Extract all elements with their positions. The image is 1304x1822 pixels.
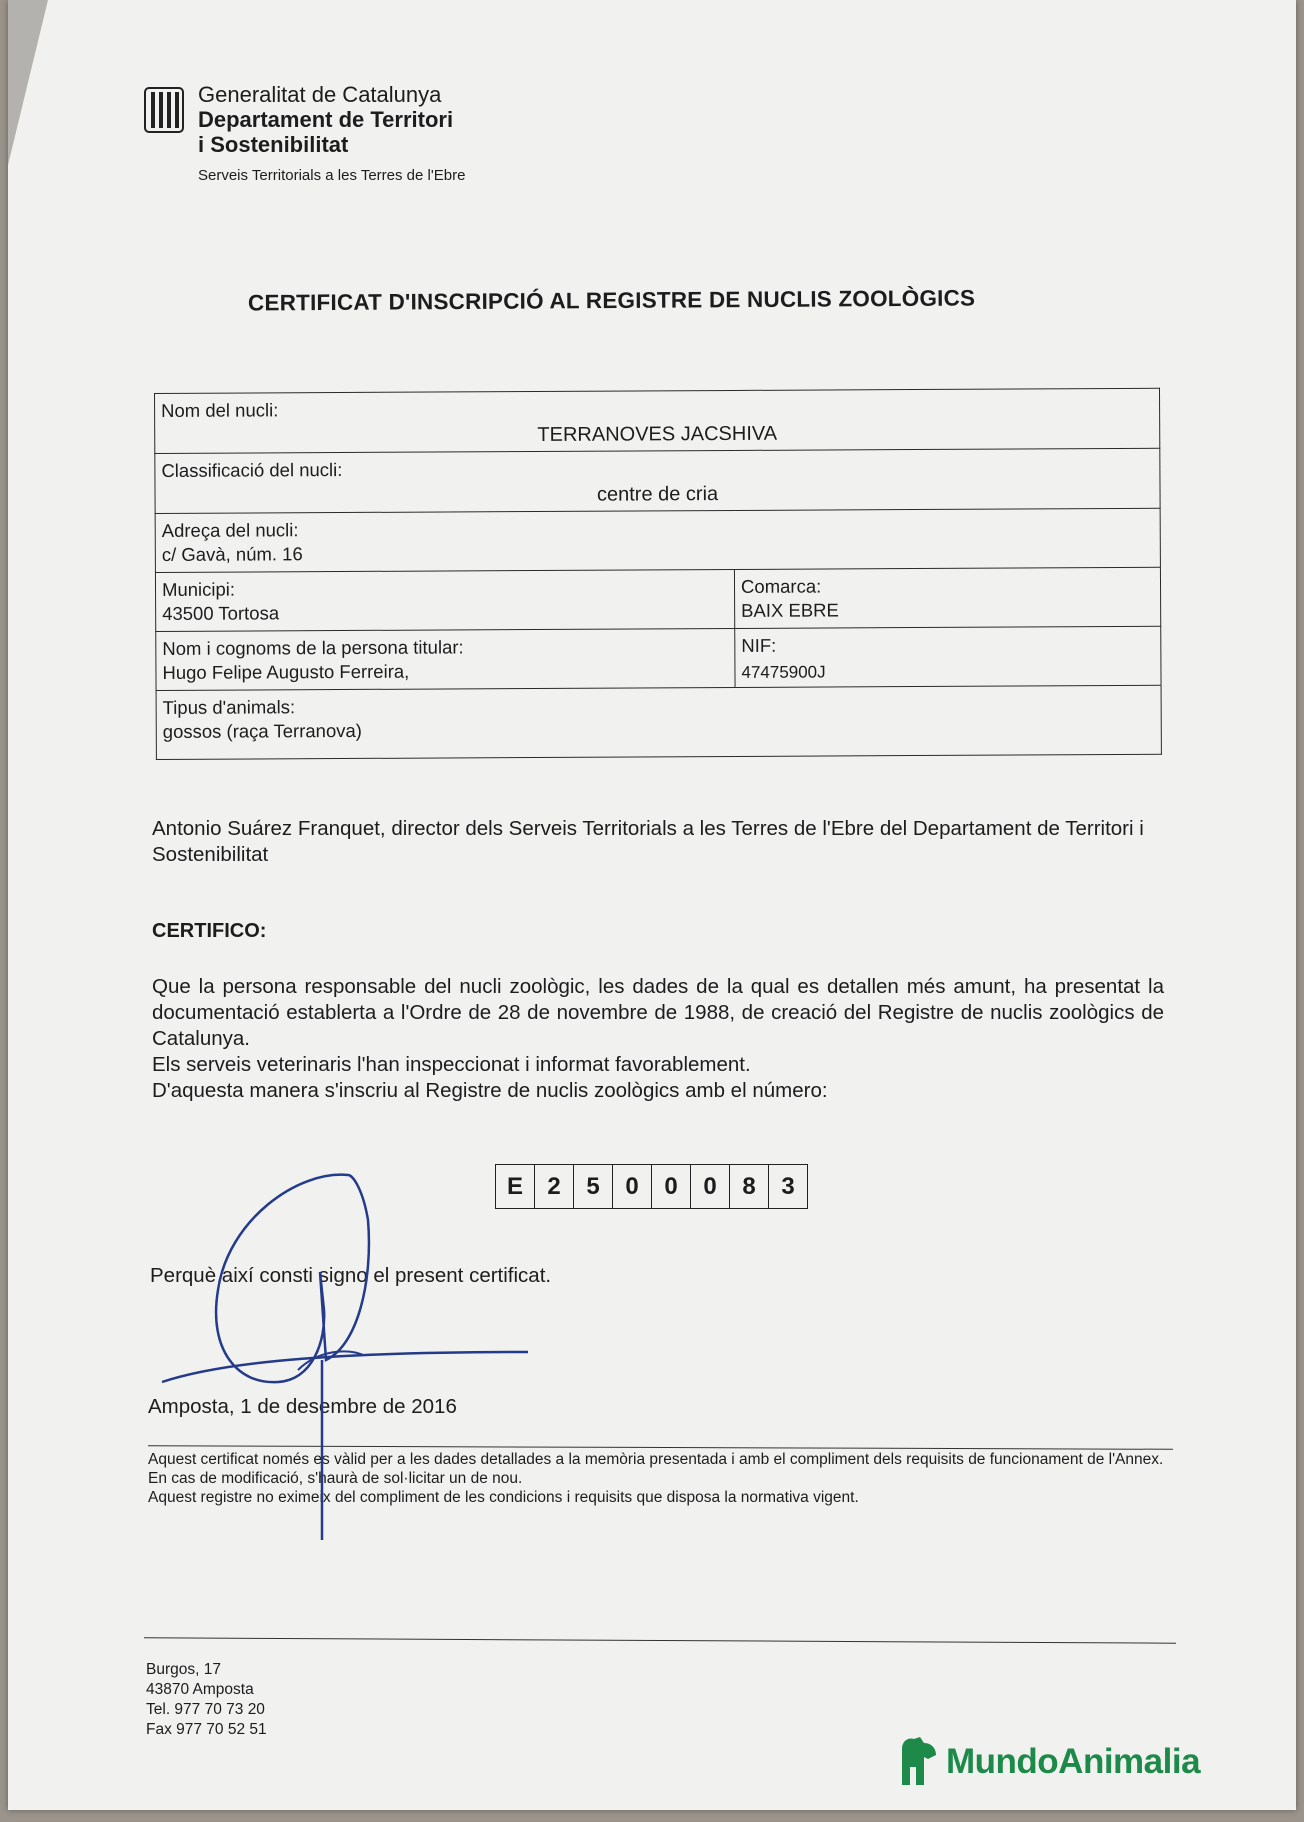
org-line-2: Departament de Territori — [198, 107, 454, 132]
organization-name — [198, 82, 598, 184]
footnote-1: Aquest certificat només es vàlid per a les dades detallades a la memòria presentada i amb el compliment dels requisits de funcionament de l'Annex. — [148, 1451, 1164, 1468]
address-line-4: Fax 977 70 52 51 — [146, 1721, 267, 1738]
registration-digit: E — [496, 1165, 535, 1208]
registration-digit: 3 — [781, 1172, 795, 1200]
certificate-body — [152, 974, 1164, 1104]
watermark-logo — [896, 1735, 1200, 1789]
director-statement: Antonio Suárez Franquet, director dels Serveis Territorials a les Terres de l'Ebre del Departament de Territori i Sostenibilitat — [152, 817, 1144, 866]
address-value: c/ Gavà, núm. 16 — [161, 543, 303, 565]
footnote-3: Aquest registre no eximeix del compliment de les condicions i requisits que disposa la normativa vigent. — [148, 1489, 859, 1506]
comarca-label: Comarca: — [740, 575, 822, 597]
closing-statement: Perquè així consti signo el present certificat. — [150, 1264, 552, 1287]
animal-type-cell — [156, 685, 1161, 759]
registration-digit: 0 — [652, 1165, 691, 1208]
animal-type-value: gossos (raça Terranova) — [162, 719, 362, 742]
mundoanimalia-dog-icon — [896, 1735, 940, 1789]
municipi-value: 43500 Tortosa — [162, 602, 280, 624]
nom-label: Nom del nucli: — [161, 399, 279, 421]
place-and-date: Amposta, 1 de desembre de 2016 — [148, 1395, 457, 1418]
certificate-title: CERTIFICAT D'INSCRIPCIÓ AL REGISTRE DE NUCLIS ZOOLÒGICS — [247, 285, 976, 316]
registration-digit: 0 — [613, 1165, 652, 1208]
titular-label: Nom i cognoms de la persona titular: — [162, 636, 464, 659]
body-paragraph-3: D'aquesta manera s'inscriu al Registre de nuclis zoològics amb el número: — [152, 1079, 828, 1102]
generalitat-logo-icon — [144, 86, 184, 134]
body-paragraph-1: Que la persona responsable del nucli zoològic, les dades de la qual es detallen més amunt, ha presentat la documentació establerta a l'Ordre de 28 de novembre de 1988, de creació del Registre de nuclis zoològics de Catalunya. — [152, 975, 1164, 1050]
nif-cell — [735, 626, 1161, 687]
nom-cell — [155, 388, 1160, 453]
nucleus-info-table — [154, 388, 1162, 760]
titular-cell — [156, 628, 735, 690]
footnotes — [148, 1450, 1178, 1507]
org-line-3: i Sostenibilitat — [198, 132, 349, 157]
registration-digit: 5 — [574, 1165, 613, 1208]
address-line-1: Burgos, 17 — [146, 1661, 221, 1678]
address-line-2: 43870 Amposta — [146, 1681, 254, 1698]
footnote-2: En cas de modificació, s'haurà de sol·licitar un de nou. — [148, 1470, 523, 1487]
office-address — [146, 1660, 267, 1740]
address-line-3: Tel. 977 70 73 20 — [146, 1701, 265, 1718]
certifico-heading: CERTIFICO: — [152, 920, 267, 942]
registration-digit: 8 — [730, 1165, 769, 1208]
classification-value: centre de cria — [596, 483, 719, 506]
animal-type-label: Tipus d'animals: — [162, 696, 296, 718]
municipi-cell — [155, 569, 734, 631]
certificate-page — [8, 0, 1296, 1810]
comarca-value: BAIX EBRE — [741, 599, 839, 621]
org-line-1: Generalitat de Catalunya — [198, 82, 442, 107]
address-divider — [144, 1637, 1176, 1643]
titular-value: Hugo Felipe Augusto Ferreira, — [162, 660, 410, 683]
address-label: Adreça del nucli: — [161, 519, 299, 541]
comarca-cell — [734, 567, 1160, 628]
org-subtitle: Serveis Territorials a les Terres de l'Ebre — [198, 167, 466, 184]
address-cell — [155, 508, 1160, 572]
nom-value: TERRANOVES JACSHIVA — [537, 422, 778, 446]
registration-number-box — [495, 1164, 808, 1209]
registration-digit: 0 — [691, 1165, 730, 1208]
nif-value: 47475900J — [741, 662, 826, 682]
watermark-text: MundoAnimalia — [946, 1742, 1201, 1781]
folded-corner — [8, 0, 48, 165]
classification-cell — [155, 448, 1160, 513]
registration-digit: 2 — [535, 1165, 574, 1208]
nif-label: NIF: — [741, 634, 777, 656]
municipi-label: Municipi: — [161, 578, 236, 600]
classification-label: Classificació del nucli: — [161, 459, 343, 481]
body-paragraph-2: Els serveis veterinaris l'han inspeccionat i informat favorablement. — [152, 1053, 751, 1076]
